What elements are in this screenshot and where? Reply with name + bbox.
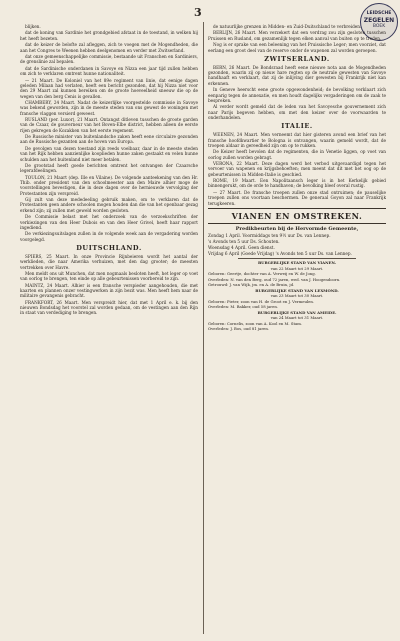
civil-registry-vianen (208, 261, 386, 287)
article-paragraph: BERLIJN, 26 Maart. Men verzekert dat een verdrag zou zijn gesloten tusschen Pruissen en Rusland, om gezamenlijk tegen elken aanval van buiten op te treden. (208, 30, 386, 41)
article-paragraph: Nog is er sprake van een beleening van het Pruissische Leger; men voorziet, dat eerlang een groot deel van de reserve onder de wapenen zal worden geroepen. (208, 42, 386, 53)
article-paragraph: dat de Sardinische onderdanen in Savoye en Nizza een jaar tijd zullen hebben om zich te verklaren omtrent hunne nationaliteit. (20, 65, 198, 77)
registry-title: BURGERLIJKE STAND VAN VIANEN. (257, 260, 337, 266)
page-number: 3 (194, 6, 202, 19)
article-paragraph: De gevolgen van dezen toestand zijn reeds voelbaar, daar in de meeste steden van het Rijk hebben aanzienlijke kooplieden hunne zaken gestaakt en velen hunne schulden aan het buitenland niet meer betalen. (20, 145, 198, 162)
registry-line: Overleden: N. van den Berg, oud 72 jaren, wed. van J. Hoogendoorn. (208, 276, 341, 282)
section-heading-vianen: VIANEN EN OMSTREKEN. (231, 210, 363, 221)
registry-line: Overleden: M. Bakker, oud 58 jaren. (208, 304, 278, 310)
article-paragraph: Men meldt ons uit Munchen, dat men nogmaals besloten heeft, het leger op voet van oorlog te brengen, ten einde op alle gebeurtenissen voorbereid te zijn. (20, 270, 198, 282)
notice-line: Vrijdag 6 April (Goede Vrijdag) 's Avonds ten 5 uur Ds. van Lennep. (208, 251, 352, 257)
left-column (20, 24, 198, 632)
registry-period: van 23 Maart tot 30 Maart. (270, 293, 324, 299)
stamp-middle-text: ZEGELEN (363, 16, 395, 24)
article-paragraph: De Commissie belast met het onderzoek van de verzoekschriften der verkiezingen van den Heer Dubois en van den Heer Grivel, heeft haar rapport ingediend. (20, 214, 198, 230)
notice-line: 's Avonds ten 5 uur Ds. Schouten. (208, 238, 280, 244)
registry-title: BURGERLIJKE STAND VAN AMEIDE. (257, 309, 337, 315)
article-paragraph: Al verder wordt gemeld dat de leden van het Savoyesche gouvernement zich naar Parijs begeven hebben, om met den keizer over de voorwaarden te onderhandelen. (208, 104, 386, 120)
civil-registry-ameide (208, 311, 386, 332)
article-paragraph: dat de koning van Sardinie het grondgebied afstaat in de toestand, in welken hij het heeft bezeten. (20, 30, 198, 41)
article-paragraph: FRANKFORT, 26 Maart. Men verspreidt hier, dat met 1 April e. k. bij den nieuwen Bondsdag het voorstel zal worden gedaan, om de vestingen aan den Rijn in staat van verdediging te brengen. (20, 299, 198, 316)
registry-period: van 22 Maart tot 29 Maart. (270, 265, 324, 271)
church-notice (208, 226, 386, 257)
section-heading-duitschland: DUITSCHLAND. (76, 243, 142, 252)
notice-line: Zondag 1 April. Voormiddags ten 9½ uur Ds. van Lennep. (208, 232, 331, 238)
article-paragraph: De Russische minister van buitenlandsche zaken heeft eene circulaire gezonden aan de Russische gezanten aan de hoven van Europa. (20, 134, 198, 145)
section-heading-italie: ITALIE. (281, 122, 313, 131)
article-paragraph: CHAMBERY, 24 Maart. Nadat de keizerlijke voorgestelde commissie in Savoye was bekend geworden, zijn in de meeste steden van ons gewest de woningen met fransche vlaggen versierd geweest. (20, 99, 198, 116)
registry-line: Geboren: Geertje, dochter van A. Verweij en W. de Jong. (208, 271, 316, 277)
article-paragraph: MAINTZ, 24 Maart. Alhier is een fransche verspieder aangehouden, die met kaarten en plannen onzer vestingwerken in zijn bezit was. Men heeft hem naar de militaire gevangenis gebracht. (20, 282, 198, 299)
article-paragraph: ROME, 19 Maart. Een Napolitaansch leger is in het Kerkelijk gebied binnengerukt, om de orde te handhaven; de bevolking bleef overal rustig. (208, 178, 386, 189)
registry-line: Getrouwd: J. van Wijk, jm. en A. de Bruin, jd. (208, 282, 295, 288)
article-paragraph: BERN, 26 Maart. De Bondsraad heeft eene nieuwe nota aan de Mogendheden gezonden, waarin zij op nieuw hare regten op de neutrale gewesten van Savoye handhaaft en verklaart, dat zij de inlijving dier gewesten bij Frankrijk niet kan erkennen. (208, 64, 386, 86)
article-paragraph: De verkiezingsuitslagen zullen in de volgende week aan de vergadering worden voorgelegd. (20, 231, 198, 242)
registry-line: Geboren: Cornelis, zoon van A. Kool en M. Stam. (208, 320, 303, 326)
article-paragraph: RUSLAND (per. Luxor), 21 Maart. Ontangst ditleven tusschen de groote garden van de Czaar, de gouverneur van het Boven-Elbe district, hebben alleen de eerste rijen gekregen de Kozakken van het eerste regement. (20, 117, 198, 133)
right-column (208, 24, 386, 632)
article-paragraph: — 21 Maart. De Koloniel van het 89e regiment van linie, dat eenige dagen geleden Milaan had verlaten, heeft een bericht gezonden, dat hij Nizza niet voor den 29 Maart zal kunnen bereiken om de groote hoeveelheid sneeuw die op de wegen van den berg Cenis is gevallen. (20, 77, 198, 99)
registry-title: BURGERLIJKE STAND VAN LEXMOND. (255, 287, 339, 293)
column-rule (203, 22, 204, 634)
registry-line: Geboren: Pieter, zoon van H. de Groot en J. Vermeulen. (208, 298, 315, 304)
article-paragraph: VERONA, 22 Maart. Deze dagen werd het verbod uitgevaardigd tegen het vervoer van wapenen en krijgsbehoeften; men meent dat dit met het oog op de gebeurtenissen in Midden-Italie is geschied. (208, 161, 386, 177)
article-paragraph: SPIERS, 25 Maart. In onze Provincie Rijnbeieren wordt het aantal der werklieden, die naar Amerika verhuizen, met den dag grooter; de meesten vertrekken over Havre. (20, 253, 198, 270)
article-paragraph: de natuurlijke grenzen in Midden- en Zuid-Duitschland te verbreiden. (213, 24, 362, 29)
article-paragraph: blijken. (25, 24, 41, 29)
section-divider (208, 223, 386, 224)
article-paragraph: WEENEN, 24 Maart. Men verneemt dat hier gisteren avond een brief van het fransche hoofdkwartier te Bologna is ontvangen, waarin gemeld wordt, dat de troepen aldaar in gereedheid zijn om op te rukken. (208, 132, 386, 148)
registry-line: Overleden: J. Bos, oud 81 jaren. (208, 326, 270, 332)
section-heading-zwitserland: ZWITSERLAND. (264, 54, 330, 63)
notice-line: Woensdag 4 April. Geen dienst. (208, 245, 275, 250)
section-divider (238, 258, 356, 259)
civil-registry-lexmond (208, 289, 386, 310)
article-paragraph: De grootstad heeft goede berichten omtrent het ontvangen der Czaarsche legerafdeelingen. (20, 163, 198, 174)
article-paragraph: dat de keizer de belofte zal afleggen, zich te voegen met de Mogendheden, die aan het Congres te Weenen hebben deelgenomen en verder met Zwitserland. (20, 42, 198, 53)
article-paragraph: In Geneve heerscht eene groote opgewondenheid; de bevolking verklaart zich eenparig tegen de annexatie, en men houdt dagelijks vergaderingen om de zaak te bespreken. (208, 87, 386, 103)
article-paragraph: De Keizer heeft bevolen dat de regimenten, die in Venetie liggen, op voet van oorlog zullen worden gebragt. (208, 149, 386, 160)
article-paragraph: TOULON, 21 Maart (dep. Ille en Vilaine). De volgende aanteekening van den Hr. Thib. onder president van den schoolmeester aan den Maire alhier moge de voorstellingen bevestigen, die in deze dagen over de hernieuwde vervolging der Protestanten zijn verspreid. (20, 174, 198, 196)
stamp-bottom-text: BOEK (372, 24, 386, 30)
registry-period: van 24 Maart tot 31 Maart. (270, 315, 324, 321)
section-divider (208, 208, 386, 209)
notice-title: Predikbeurten bij de Hervormde Gemeente, (235, 225, 359, 232)
stamp-top-text: LEIDSCHE (366, 11, 392, 16)
article-paragraph: Gij zult van deze mededeeling gebruik maken, om te verklaren dat de Protestanten geen andere schoolen mogen houden dan die van het openbaar gezag erkend zijn; zij zullen met geweld worden gesloten. (20, 197, 198, 213)
article-paragraph: dat onze gemeenschappelijke commissie, bestaande uit Franschen en Sardiniers, de grenslinie zal bepalen. (20, 54, 198, 65)
article-paragraph: — 27 Maart. De fransche troepen zullen onze stad ontruimen; de pauselijke troepen zullen ons voortaan beschermen. De generaal Goyon zal naar Frankrijk terugkeeren. (208, 189, 386, 206)
